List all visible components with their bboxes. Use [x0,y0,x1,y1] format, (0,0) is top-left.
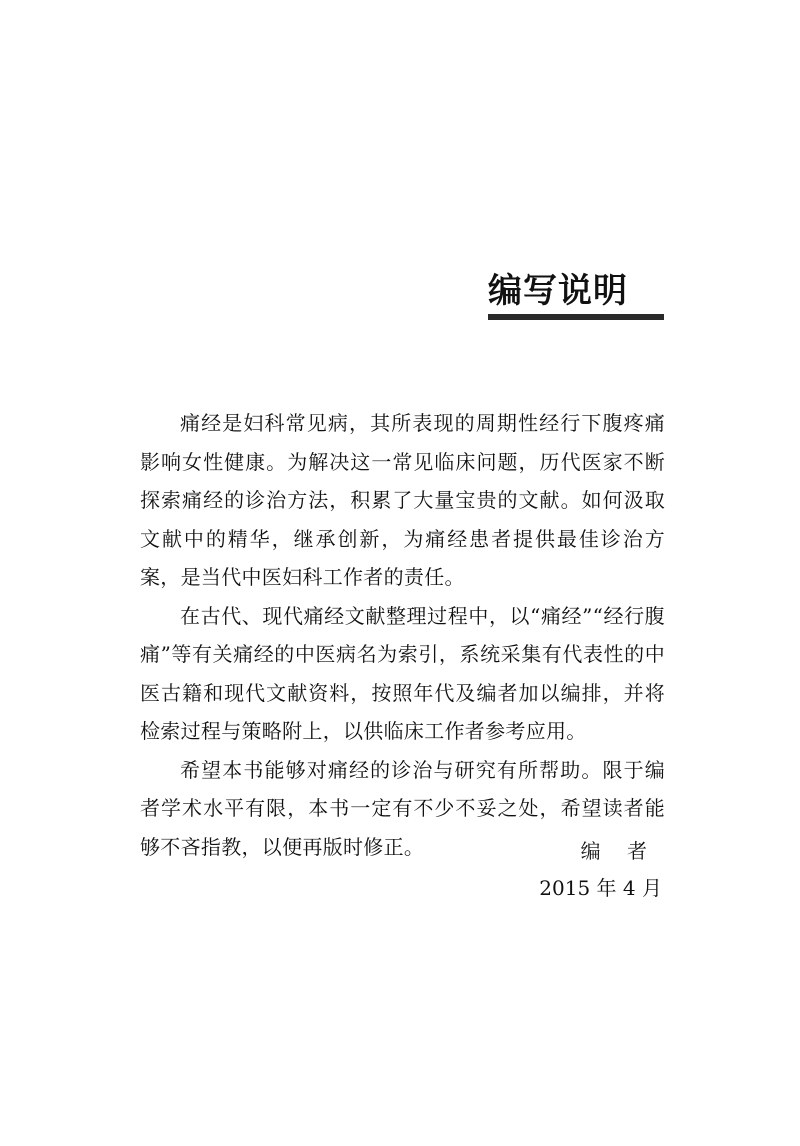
body-text [140,404,665,866]
paragraph-2: 在古代、现代痛经文献整理过程中，以“痛经”“经行腹痛”等有关痛经的中医病名为索引，系统采集有代表性的中医古籍和现代文献资料，按照年代及编者加以编排，并将检索过程与策略附上，以供临床工作者参考应用。 [140,603,665,743]
page-title: 编写说明 [488,271,628,311]
paragraph-1: 痛经是妇科常见病，其所表现的周期性经行下腹疼痛影响女性健康。为解决这一常见临床问题，历代医家不断探索痛经的诊治方法，积累了大量宝贵的文献。如何汲取文献中的精华，继承创新，为痛经患者提供最佳诊治方案，是当代中医妇科工作者的责任。 [140,411,665,589]
paragraph-3: 希望本书能够对痛经的诊治与研究有所帮助。限于编者学术水平有限，本书一定有不少不妥之处，希望读者能够不吝指教，以便再版时修正。 [140,757,665,859]
title-underline [488,314,664,320]
title-block [488,268,664,320]
date-line: 2015 年 4 月 [539,876,662,900]
author-signature: 编 者 [580,839,657,863]
